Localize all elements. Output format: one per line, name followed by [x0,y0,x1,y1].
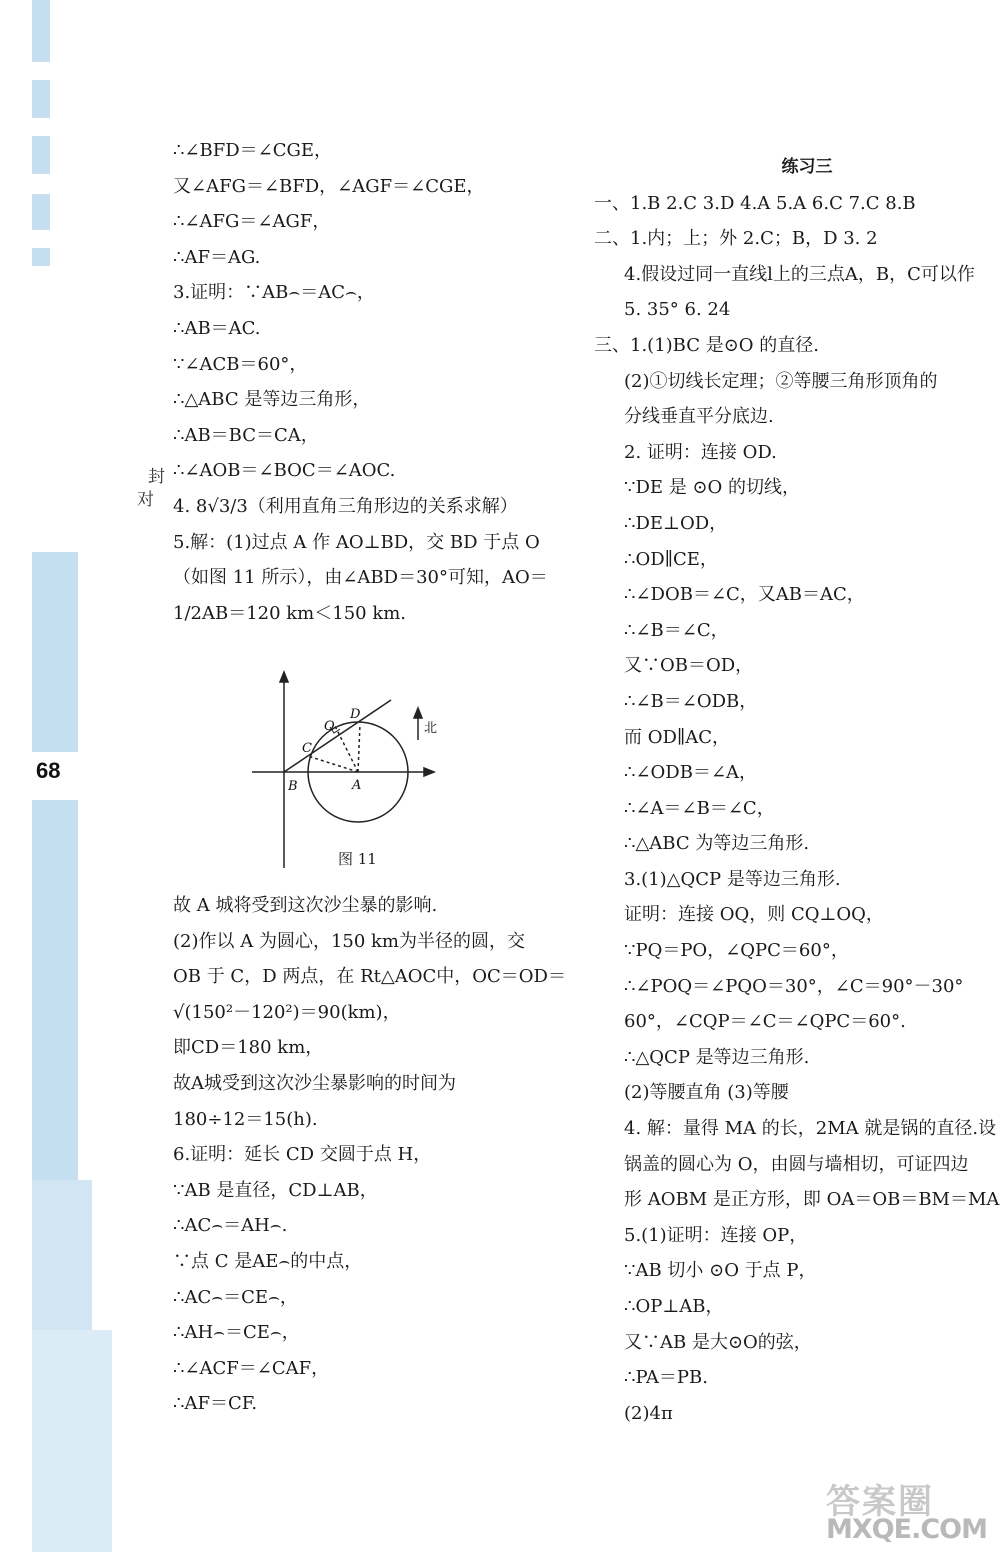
answer-line: 一、1.B 2.C 3.D 4.A 5.A 6.C 7.C 8.B [594,192,916,214]
answer-line: ∴∠B＝∠ODB， [624,690,758,712]
answer-line: 6.证明：延长 CD 交圆于点 H， [173,1144,432,1166]
answer-line: 4.假设过同一直线l上的三点A，B，C可以作 [624,263,975,285]
strip-block [32,248,50,266]
label-d: D [350,707,361,722]
answer-line: ∴OD∥CE， [624,548,718,570]
answer-line: ∴△ABC 为等边三角形. [624,833,810,855]
answer-line: ∴∠ODB＝∠A， [624,762,758,784]
answer-line: 4. 解：量得 MA 的长，2MA 就是锅的直径.设 [624,1118,997,1140]
answer-line: ∴AB＝AC. [173,317,261,339]
strip-block [32,1330,112,1552]
x-arrow [424,768,434,776]
right-column [594,150,1000,1431]
answer-line: ∴AH⌢＝CE⌢， [173,1322,300,1344]
answer-line: ∴∠DOB＝∠C，又AB＝AC， [624,584,865,606]
label-a: A [352,778,362,793]
answer-line: (2)4π [624,1402,673,1424]
answer-line: ∵点 C 是AE⌢的中点， [173,1250,363,1272]
strip-block [32,0,50,62]
answer-line: 又∵OB＝OD， [624,655,754,677]
answer-line: (2)作以 A 为圆心，150 km为半径的圆，交 [173,930,525,952]
answer-line: ∴AC⌢＝CE⌢， [173,1286,298,1308]
watermark-url: MXQE.COM [826,1514,987,1545]
answer-line: 又∵AB 是大⊙O的弦， [624,1331,812,1353]
answer-line: ∵AB 切小 ⊙O 于点 P， [624,1260,817,1282]
answer-line: 5. 35° 6. 24 [624,299,731,321]
answer-line: OB 于 C，D 两点，在 Rt△AOC中，OC＝OD＝ [173,966,566,988]
strip-block [32,80,50,118]
answer-line: 又∠AFG＝∠BFD，∠AGF＝∠CGE， [173,175,485,197]
left-column-continued [173,888,568,1422]
strip-block [32,552,78,752]
seg-ac [308,756,358,772]
answer-line: ∴∠B＝∠C， [624,619,729,641]
answer-line: 3.证明：∵AB⌢＝AC⌢， [173,282,375,304]
answer-line: 1/2AB＝120 km＜150 km. [173,602,407,624]
answer-line: 5.解：(1)过点 A 作 AO⊥BD，交 BD 于点 O [173,531,540,553]
answer-line: 三、1.(1)BC 是⊙O 的直径. [594,334,820,356]
label-c: C [302,741,312,756]
answer-line: ∴PA＝PB. [624,1367,708,1389]
answer-line: ∴∠AFG＝∠AGF， [173,211,331,233]
figure-11 [246,668,442,874]
watermark-logo: 答案圈 [826,1482,934,1522]
answer-line: ∴AB＝BC＝CA， [173,424,319,446]
answer-line: ∴△QCP 是等边三角形. [624,1046,810,1068]
page-number: 68 [36,758,61,783]
line-bd [284,700,391,772]
answer-line: 4. 8√3/3（利用直角三角形边的关系求解） [173,495,518,517]
answer-line: ∵AB 是直径，CD⊥AB， [173,1179,378,1201]
left-column [173,133,568,631]
section-title: 练习三 [781,157,833,177]
answer-line: 60°，∠CQP＝∠C＝∠QPC＝60°. [624,1011,906,1033]
answer-line: 3.(1)△QCP 是等边三角形. [624,868,841,890]
answer-line: ∴∠AOB＝∠BOC＝∠AOC. [173,460,396,482]
answer-line: 故 A 城将受到这次沙尘暴的影响. [173,895,438,916]
answer-line: ∴DE⊥OD， [624,512,728,534]
answer-line: ∵PQ＝PO，∠QPC＝60°， [624,940,849,962]
answer-line: ∴∠BFD＝∠CGE， [173,140,333,161]
strip-block [32,800,78,1180]
answer-line: 即CD＝180 km， [173,1037,324,1059]
strip-block [32,1180,92,1330]
answer-line: （如图 11 所示），由∠ABD＝30°可知，AO＝ [173,567,548,589]
answer-line: 锅盖的圆心为 O，由圆与墙相切，可证四边 [624,1153,969,1175]
answer-line: (2)①切线长定理；②等腰三角形顶角的 [624,370,938,392]
answer-line: ∴AF＝CF. [173,1393,258,1415]
y-arrow [280,672,288,682]
label-b: B [288,779,298,794]
answer-line: ∴∠POQ＝∠PQO＝30°，∠C＝90°－30° [624,975,964,997]
strip-block [32,136,50,174]
answer-line: (2)等腰直角 (3)等腰 [624,1082,789,1104]
answer-line: 分线垂直平分底边. [624,406,774,428]
answer-line: 180÷12＝15(h). [173,1108,318,1130]
answer-line: ∴OP⊥AB， [624,1296,724,1317]
answer-line: ∴AC⌢＝AH⌢. [173,1215,288,1237]
label-north: 北 [424,721,438,736]
margin-mark: 封 [148,467,165,487]
answer-line: 而 OD∥AC， [624,726,730,748]
answer-line: ∴△ABC 是等边三角形， [173,389,371,411]
seg-ad [358,724,360,772]
answer-line: √(150²－120²)＝90(km)， [173,1001,401,1023]
answer-line: 2. 证明：连接 OD. [624,441,777,463]
figure-caption: 图 11 [338,850,377,868]
answer-line: ∴∠A＝∠B＝∠C， [624,797,775,819]
answer-line: 二、1.内；上；外 2.C；B，D 3. 2 [594,228,878,250]
answer-line: ∴AF＝AG. [173,246,261,268]
north-arrow-head [414,708,422,718]
margin-mark: 对 [137,490,154,510]
answer-line: 故A城受到这次沙尘暴影响的时间为 [173,1072,456,1094]
strip-block [32,194,50,230]
answer-line: 5.(1)证明：连接 OP， [624,1224,808,1246]
answer-line: ∵∠ACB＝60°， [173,353,308,375]
answer-line: ∴∠ACF＝∠CAF， [173,1357,330,1379]
label-o: O [324,719,335,734]
answer-line: 证明：连接 OQ，则 CQ⊥OQ， [624,904,884,926]
answer-line: ∵DE 是 ⊙O 的切线， [624,477,801,499]
answer-line: 形 AOBM 是正方形，即 OA＝OB＝BM＝MA [624,1189,1000,1211]
